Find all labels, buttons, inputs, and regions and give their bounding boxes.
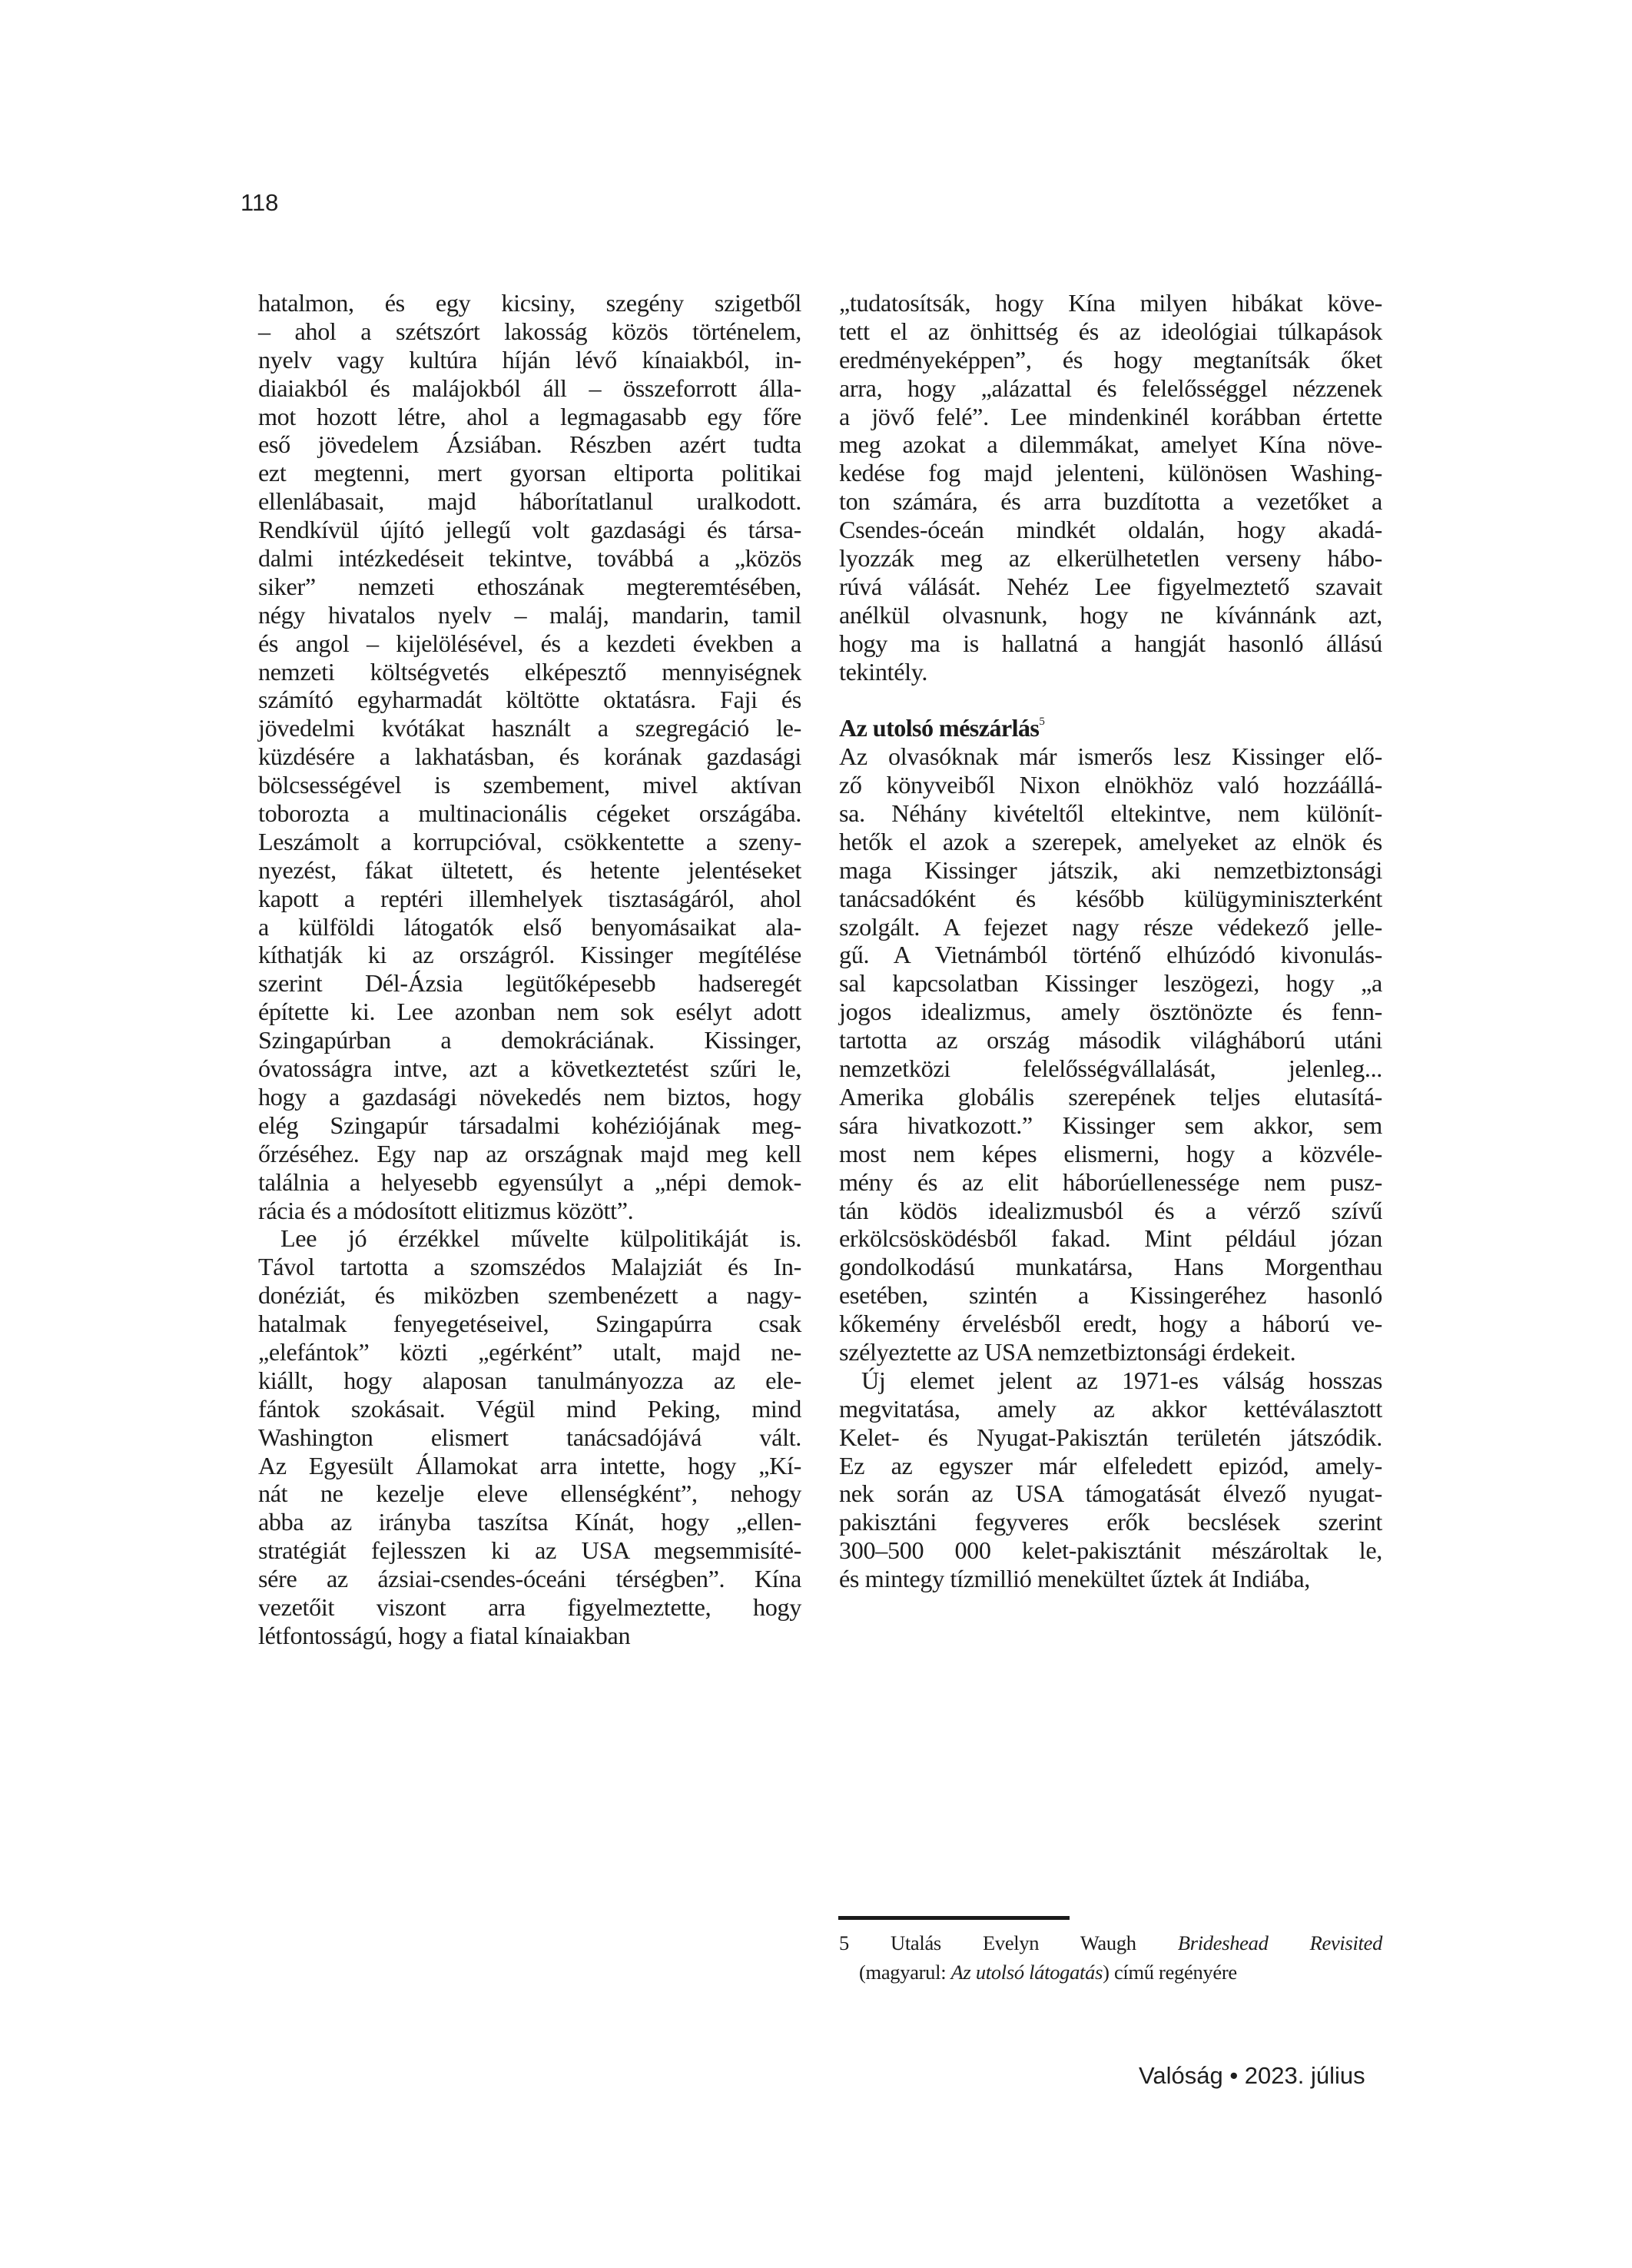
text-line: diaiakból és malájokból áll – összeforrott álla- bbox=[258, 374, 801, 402]
text-line: toborozta a multinacionális cégeket országába. bbox=[258, 799, 801, 828]
text-line: megvitatása, amely az akkor kettéválasztott bbox=[839, 1394, 1382, 1423]
text-line: szolgált. A fejezet nagy része védekező jelle- bbox=[839, 912, 1382, 941]
text-line: most nem képes elismerni, hogy a közvéle- bbox=[839, 1139, 1382, 1167]
text-line: meg azokat a dilemmákat, amelyet Kína növe- bbox=[839, 430, 1382, 459]
text-line: és mintegy tízmillió menekültet űztek át Indiába, bbox=[839, 1565, 1311, 1593]
text-line: donéziát, és miközben szembenézett a nagy- bbox=[258, 1281, 801, 1310]
text-line: tekintély. bbox=[839, 657, 928, 686]
text-line: vezetőit viszont arra figyelmeztette, hogy bbox=[258, 1592, 801, 1621]
text-line: nek során az USA támogatását élvező nyugat- bbox=[839, 1479, 1382, 1508]
text-line: esetében, szintén a Kissingeréhez hasonló bbox=[839, 1281, 1382, 1310]
text-line: hatalmon, és egy kicsiny, szegény szigetből bbox=[258, 289, 801, 317]
text-line: szélyeztette az USA nemzetbiztonsági érdekeit. bbox=[839, 1337, 1296, 1366]
text-line: elég Szingapúr társadalmi kohéziójának meg- bbox=[258, 1111, 801, 1139]
text-line: lyozzák meg az elkerülhetetlen verseny hábo- bbox=[839, 544, 1382, 573]
text-line: nemzetközi felelősségvállalását, jelenleg... bbox=[839, 1054, 1382, 1083]
text-line: Az olvasóknak már ismerős lesz Kissinger elő- bbox=[839, 742, 1382, 771]
text-line: és angol – kijelölésével, és a kezdeti években a bbox=[258, 629, 801, 657]
text-line: ezt megtenni, mert gyorsan eltiporta politikai bbox=[258, 459, 801, 487]
text-line: sére az ázsiai-csendes-óceáni térségben”. Kína bbox=[258, 1565, 801, 1593]
text-line: maga Kissinger játszik, aki nemzetbiztonsági bbox=[839, 855, 1382, 884]
footnote-line-1 bbox=[839, 1928, 1382, 1958]
text-line: „tudatosítsák, hogy Kína milyen hibákat köve- bbox=[839, 289, 1382, 317]
footnote-book-title: Brideshead Revisited bbox=[1177, 1931, 1383, 1954]
text-line: Új elemet jelent az 1971-es válság hosszas bbox=[861, 1366, 1382, 1394]
text-line: kapott a reptéri illemhelyek tisztaságáról, ahol bbox=[258, 884, 801, 912]
text-line: arra, hogy „alázattal és felelősséggel nézzenek bbox=[839, 374, 1382, 402]
text-line: négy hivatalos nyelv – maláj, mandarin, tamil bbox=[258, 600, 801, 629]
text-line: nát ne kezelje eleve ellenségként”, nehogy bbox=[258, 1479, 801, 1508]
text-line: bölcsességével is szembement, mivel aktívan bbox=[258, 771, 801, 799]
text-line: ző könyveiből Nixon elnökhöz való hozzáállá- bbox=[839, 771, 1382, 799]
footnote-text: Utalás Evelyn Waugh bbox=[891, 1931, 1136, 1954]
paragraph-2 bbox=[839, 742, 1382, 1366]
text-line: ellenlábasait, majd háborítatlanul uralkodott. bbox=[258, 487, 801, 516]
text-line: hetők el azok a szerepek, amelyeket az elnök és bbox=[839, 827, 1382, 855]
text-line: létfontosságú, hogy a fiatal kínaiakban bbox=[258, 1621, 631, 1649]
paragraph-2 bbox=[258, 1224, 801, 1649]
text-line: óvatosságra intve, azt a következtetést szűri le, bbox=[258, 1054, 801, 1083]
footnote-text: (magyarul: bbox=[859, 1961, 951, 1984]
text-line: kíthatják ki az országról. Kissinger megítélése bbox=[258, 941, 801, 969]
text-line: Washington elismert tanácsadójává vált. bbox=[258, 1423, 801, 1451]
text-line: Lee jó érzékkel művelte külpolitikáját is. bbox=[280, 1224, 801, 1253]
paragraph-1 bbox=[258, 289, 801, 1224]
text-line: nemzeti költségvetés elképesztő mennyiségnek bbox=[258, 657, 801, 686]
text-line: a jövő felé”. Lee mindenkinél korábban értette bbox=[839, 402, 1382, 430]
footnote-text: ) című regényére bbox=[1103, 1961, 1237, 1984]
footnote-translated-title: Az utolsó látogatás bbox=[950, 1961, 1103, 1984]
text-line: eső jövedelem Ázsiában. Részben azért tudta bbox=[258, 430, 801, 459]
text-line: sa. Néhány kivételtől eltekintve, nem különít- bbox=[839, 799, 1382, 828]
text-line: dalmi intézkedéseit tekintve, továbbá a „közös bbox=[258, 544, 801, 573]
text-line: mény és az elit háborúellenessége nem pusz- bbox=[839, 1167, 1382, 1196]
section-heading-text: Az utolsó mészárlás bbox=[839, 714, 1040, 742]
text-line: kedése fog majd jelenteni, különösen Washing- bbox=[839, 459, 1382, 487]
text-line: – ahol a szétszórt lakosság közös történelem, bbox=[258, 317, 801, 345]
text-line: rúvá válását. Nehéz Lee figyelmeztető szavait bbox=[839, 572, 1382, 600]
text-line: rácia és a módosított elitizmus között”. bbox=[258, 1196, 634, 1224]
text-line: tartotta az ország második világháború utáni bbox=[839, 1026, 1382, 1054]
footnote-reference[interactable]: 5 bbox=[1039, 716, 1045, 729]
right-column bbox=[839, 289, 1382, 1593]
text-line: hogy ma is hallatná a hangját hasonló állású bbox=[839, 629, 1382, 657]
text-line: számító egyharmadát költötte oktatásra. Faji és bbox=[258, 686, 801, 714]
text-line: jogos idealizmus, amely ösztönözte és fenn- bbox=[839, 998, 1382, 1026]
text-line: pakisztáni fegyveres erők becslések szerint bbox=[839, 1508, 1382, 1536]
footnote-line-2 bbox=[839, 1958, 1382, 1987]
text-line: kiállt, hogy alaposan tanulmányozza az ele- bbox=[258, 1366, 801, 1394]
text-line: építette ki. Lee azonban nem sok esélyt adott bbox=[258, 998, 801, 1026]
text-line: 300–500 000 kelet-pakisztánit mészároltak le, bbox=[839, 1536, 1382, 1565]
text-line: Kelet- és Nyugat-Pakisztán területén játszódik. bbox=[839, 1423, 1382, 1451]
running-footer: Valóság • 2023. július bbox=[1139, 2062, 1365, 2089]
text-line: gondolkodású munkatársa, Hans Morgenthau bbox=[839, 1253, 1382, 1281]
text-line: fántok szokásait. Végül mind Peking, mind bbox=[258, 1394, 801, 1423]
text-line: eredményeképpen”, és hogy megtanítsák őket bbox=[839, 345, 1382, 374]
text-line: ton számára, és arra buzdította a vezetőket a bbox=[839, 487, 1382, 516]
footnote bbox=[839, 1928, 1382, 1987]
text-line: sára hivatkozott.” Kissinger sem akkor, sem bbox=[839, 1111, 1382, 1139]
text-line: hatalmak fenyegetéseivel, Szingapúrra csak bbox=[258, 1310, 801, 1338]
text-line: Távol tartotta a szomszédos Malajziát és In- bbox=[258, 1253, 801, 1281]
text-line: tán ködös idealizmusból és a vérző szívű bbox=[839, 1196, 1382, 1224]
left-column bbox=[258, 289, 801, 1650]
text-line: sal kapcsolatban Kissinger leszögezi, hogy „a bbox=[839, 969, 1382, 998]
text-line: a külföldi látogatók első benyomásaikat ala- bbox=[258, 912, 801, 941]
text-line: Csendes-óceán mindkét oldalán, hogy akadá- bbox=[839, 516, 1382, 544]
text-line: Az Egyesült Államokat arra intette, hogy „Kí- bbox=[258, 1451, 801, 1479]
text-line: tanácsadóként és később külügyminiszterként bbox=[839, 884, 1382, 912]
text-line: stratégiát fejlesszen ki az USA megsemmisíté- bbox=[258, 1536, 801, 1565]
text-line: jövedelmi kvótákat használt a szegregáció le- bbox=[258, 714, 801, 742]
text-line: „elefántok” közti „egérként” utalt, majd ne- bbox=[258, 1337, 801, 1366]
text-line: szerint Dél-Ázsia legütőképesebb hadseregét bbox=[258, 969, 801, 998]
text-line: kőkemény érvelésből eredt, hogy a háború ve- bbox=[839, 1310, 1382, 1338]
text-line: Rendkívül újító jellegű volt gazdasági és társa- bbox=[258, 516, 801, 544]
text-line: nyelv vagy kultúra híján lévő kínaiakból, in- bbox=[258, 345, 801, 374]
page-number: 118 bbox=[240, 189, 279, 216]
text-line: küzdésére a lakhatásban, és korának gazdasági bbox=[258, 742, 801, 771]
text-line: hogy a gazdasági növekedés nem biztos, hogy bbox=[258, 1082, 801, 1111]
text-line: gű. A Vietnámból történő elhúzódó kivonulás- bbox=[839, 941, 1382, 969]
text-line: Amerika globális szerepének teljes elutasítá- bbox=[839, 1082, 1382, 1111]
section-heading bbox=[839, 714, 1382, 742]
text-line: abba az irányba taszítsa Kínát, hogy „ellen- bbox=[258, 1508, 801, 1536]
text-line: Ez az egyszer már elfeledett epizód, amely- bbox=[839, 1451, 1382, 1479]
text-line: anélkül olvasnunk, hogy ne kívánnánk azt, bbox=[839, 600, 1382, 629]
text-line: Leszámolt a korrupcióval, csökkentette a szeny- bbox=[258, 827, 801, 855]
text-line: erkölcsösködésből fakad. Mint például józan bbox=[839, 1224, 1382, 1253]
text-line: mot hozott létre, ahol a legmagasabb egy főre bbox=[258, 402, 801, 430]
footnote-number: 5 bbox=[839, 1931, 849, 1954]
text-line: nyezést, fákat ültetett, és hetente jelentéseket bbox=[258, 855, 801, 884]
text-line: találnia a helyesebb egyensúlyt a „népi demok- bbox=[258, 1167, 801, 1196]
text-line: Szingapúrban a demokráciának. Kissinger, bbox=[258, 1026, 801, 1054]
footnote-separator bbox=[838, 1916, 1070, 1920]
paragraph-1 bbox=[839, 289, 1382, 686]
text-line: tett el az önhittség és az ideológiai túlkapások bbox=[839, 317, 1382, 345]
text-line: siker” nemzeti ethoszának megteremtésében, bbox=[258, 572, 801, 600]
paragraph-3 bbox=[839, 1366, 1382, 1593]
text-line: őrzéséhez. Egy nap az országnak majd meg kell bbox=[258, 1139, 801, 1167]
